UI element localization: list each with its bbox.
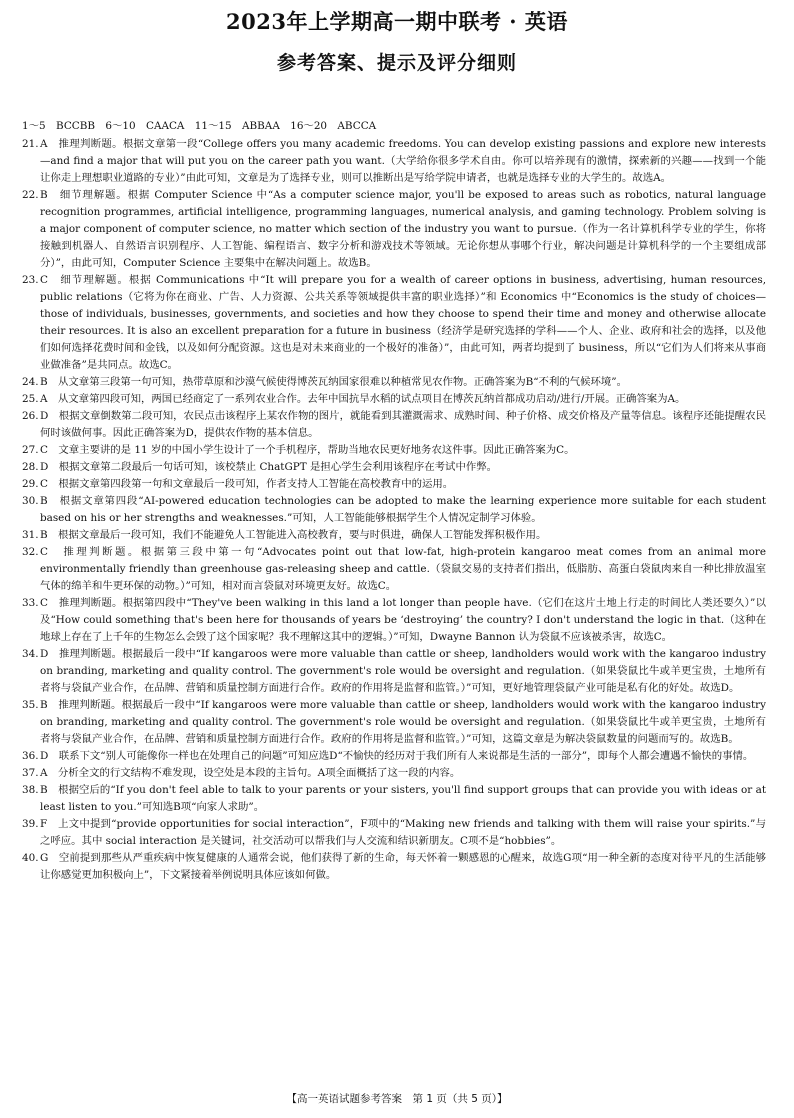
answer-number: 32. xyxy=(22,546,39,558)
answer-number: 40. xyxy=(22,852,39,864)
answer-number: 23. xyxy=(22,274,39,286)
answer-item xyxy=(22,408,766,442)
answer-item xyxy=(22,527,766,544)
answer-item xyxy=(22,476,766,493)
answer-item xyxy=(22,850,766,884)
answer-explanation: A 分析全文的行文结构不难发现，设空处是本段的主旨句。A项全面概括了这一段的内容。 xyxy=(40,767,461,779)
footer-page-info: 第 1 页（共 5 页）】 xyxy=(412,1093,508,1105)
answer-item xyxy=(22,459,766,476)
answer-explanation: F 上文中提到“provide opportunities for social interaction”，F项中的“Making new friends and talking with them will raise your spirits.”与之呼应。其中 social interaction 是关键词，社交活动可以帮我们与人交流和结识新朋友。C项不是“hobbies”。 xyxy=(40,818,766,847)
answer-item xyxy=(22,272,766,374)
answer-explanation: C 文章主要讲的是 11 岁的中国小学生设计了一个手机程序，帮助当地农民更好地务农这件事。因此正确答案为C。 xyxy=(40,444,575,456)
multiple-choice-answers: 1～5 BCCBB 6～10 CAACA 11～15 ABBAA 16～20 ABCCA xyxy=(22,120,377,132)
answer-item xyxy=(22,136,766,187)
answer-body xyxy=(22,118,766,884)
answer-number: 37. xyxy=(22,767,39,779)
page-subtitle: 参考答案、提示及评分细则 xyxy=(276,52,517,74)
answer-number: 24. xyxy=(22,376,39,388)
answer-number: 22. xyxy=(22,189,39,201)
answer-item xyxy=(22,595,766,646)
answer-item xyxy=(22,765,766,782)
answer-explanation: B 根据空后的“If you don't feel able to talk to your parents or your sisters, you'll find support groups that can provide you with ideas or at least listen to you.”可知选B项“向家人求助”。 xyxy=(40,784,766,813)
answer-explanation: G 空前提到那些从严重疾病中恢复健康的人通常会说，他们获得了新的生命，每天怀着一颗感恩的心醒来，故选G项“用一种全新的态度对待平凡的生活能够让你感觉更加积极向上”，下文紧接着举例说明具体应该如何做。 xyxy=(40,852,766,881)
answer-number: 28. xyxy=(22,461,39,473)
answer-item xyxy=(22,187,766,272)
footer-doc-label: 【高一英语试题参考答案 xyxy=(286,1093,403,1105)
answer-explanation: C 根据文章第四段第一句和文章最后一段可知，作者支持人工智能在高校教育中的运用。 xyxy=(40,478,454,490)
answer-item xyxy=(22,442,766,459)
answer-number: 33. xyxy=(22,597,39,609)
answer-item xyxy=(22,748,766,765)
answer-explanation: C 细节理解题。根据 Communications 中“It will prepare you for a wealth of career options in business, advertising, human resources, public relations（它将为你在商业、广告、人力资源、公共关系等领域提供丰富的职业选择）”和 Economics 中“Economics is the study of choices—those of individuals, businesses, governments, and societies and how they choose to spend their time and money and otherwise allocate their resources. It is also an excellent preparation for a future in business（经济学是研究选择的学科——个人、企业、政府和社会的选择，以及他们如何选择花费时间和金钱，以及如何分配资源。这也是对未来商业的一个极好的准备）”，由此可知，两者均提到了 business，所以“它们为人们将来从事商业做准备”是共同点。故选C。 xyxy=(40,274,766,371)
answer-explanation: D 联系下文“别人可能像你一样也在处理自己的问题”可知应选D“不愉快的经历对于我们所有人来说都是生活的一部分”，即每个人都会遭遇不愉快的事情。 xyxy=(40,750,754,762)
answer-explanation: D 推理判断题。根据最后一段中“If kangaroos were more valuable than cattle or sheep, landholders would work with the kangaroo industry on branding, marketing and quality control. The government's role would be oversight and regulation.（如果袋鼠比牛或羊更宝贵，土地所有者将与袋鼠产业合作，在品牌、营销和质量控制方面进行合作。政府的作用将是监督和监管。）”可知，更好地管理袋鼠产业可能是私有化的好处。故选D。 xyxy=(40,648,766,694)
answer-explanation: C 推理判断题。根据第四段中“They've been walking in this land a lot longer than people have.（它们在这片土地上行走的时间比人类还要久）”以及“How could something that's been here for thousands of years be ‘destroying’ the country? I don't understand the logic in that.（这种在地球上存在了上千年的生物怎么会毁了这个国家呢？我不理解这其中的逻辑。）”可知，Dwayne Bannon 认为袋鼠不应该被杀害，故选C。 xyxy=(40,597,766,643)
answer-number: 27. xyxy=(22,444,39,456)
answer-number: 25. xyxy=(22,393,39,405)
answer-number: 36. xyxy=(22,750,39,762)
explanation-list xyxy=(22,136,766,884)
answer-item xyxy=(22,391,766,408)
answer-explanation: B 推理判断题。根据最后一段中“If kangaroos were more valuable than cattle or sheep, landholders would work with the kangaroo industry on branding, marketing and quality control. The government's role would be oversight and regulation.（如果袋鼠比牛或羊更宝贵，土地所有者将与袋鼠产业合作，在品牌、营销和质量控制方面进行合作。政府的作用将是监督和监管。）”可知，这篇文章是为解决袋鼠数量的问题而写的。故选B。 xyxy=(40,699,766,745)
answer-item xyxy=(22,493,766,527)
answer-explanation: D 根据文章倒数第二段可知，农民点击该程序上某农作物的图片，就能看到其灌溉需求、成熟时间、种子价格、成交价格及产量等信息。该程序还能提醒农民何时该做何事。因此正确答案为D，提供农作物的基本信息。 xyxy=(40,410,766,439)
answer-number: 30. xyxy=(22,495,39,507)
answer-explanation: A 推理判断题。根据文章第一段“College offers you many academic freedoms. You can develop existing passions and explore new interests—and find a major that will put you on the career path you want.（大学给你很多学术自由。你可以培养现有的激情，探索新的兴趣——找到一个能让你走上理想职业道路的专业）”由此可知，文章是为了选择专业，则可以推断出是写给学院申请者，也就是选择专业的大学生的。故选A。 xyxy=(40,138,766,184)
answer-item xyxy=(22,646,766,697)
answer-number: 31. xyxy=(22,529,39,541)
answer-number: 29. xyxy=(22,478,39,490)
answer-explanation: B 从文章第三段第一句可知，热带草原和沙漠气候使得博茨瓦纳国家很难以种植常见农作物。正确答案为B“不利的气候环境”。 xyxy=(40,376,627,388)
answer-item xyxy=(22,374,766,391)
answer-explanation: B 细节理解题。根据 Computer Science 中“As a computer science major, you'll be exposed to areas such as robotics, natural language recognition programmes, artificial intelligence, programming languages, numerical analysis, and gaming technology. Problem solving is a major component of computer science, no matter which section of the industry you want to pursue.（作为一名计算机科学专业的学生，你将接触到机器人、自然语言识别程序、人工智能、编程语言、数字分析和游戏技术等领域。无论你想从事哪个行业，解决问题是计算机科学的一个主要组成部分）”，由此可知，Computer Science 主要集中在解决问题上。故选B。 xyxy=(40,189,766,269)
answer-number: 38. xyxy=(22,784,39,796)
page-title: 2023年上学期高一期中联考 · 英语 xyxy=(226,9,568,34)
answer-explanation: B 根据文章第四段“AI-powered education technologies can be adopted to make the learning experience more suitable for each student based on his or her strengths and weaknesses.”可知，人工智能能够根据学生个人情况定制学习体验。 xyxy=(40,495,766,524)
answer-item xyxy=(22,782,766,816)
page-footer xyxy=(0,1091,794,1106)
answer-explanation: C 推理判断题。根据第三段中第一句“Advocates point out that low-fat, high-protein kangaroo meat comes from an animal more environmentally friendly than greenhouse gas-releasing sheep and cattle.（袋鼠交易的支持者们指出，低脂肪、高蛋白袋鼠肉来自一种比排放温室气体的绵羊和牛更环保的动物。）”可知，相对而言袋鼠对环境更友好。故选C。 xyxy=(40,546,766,592)
answer-number: 39. xyxy=(22,818,39,830)
answer-explanation: B 根据文章最后一段可知，我们不能避免人工智能进入高校教育，要与时俱进，确保人工智能发挥积极作用。 xyxy=(40,529,547,541)
answer-item xyxy=(22,816,766,850)
answer-item xyxy=(22,697,766,748)
answer-number: 21. xyxy=(22,138,39,150)
answer-explanation: A 从文章第四段可知，两国已经商定了一系列农业合作。去年中国抗旱水稻的试点项目在博茨瓦纳首都成功启动/进行/开展。正确答案为A。 xyxy=(40,393,686,405)
answer-number: 35. xyxy=(22,699,39,711)
answer-explanation: D 根据文章第二段最后一句话可知，该校禁止 ChatGPT 是担心学生会利用该程序在考试中作弊。 xyxy=(40,461,498,473)
answer-item xyxy=(22,544,766,595)
answer-number: 26. xyxy=(22,410,39,422)
answer-number: 34. xyxy=(22,648,39,660)
